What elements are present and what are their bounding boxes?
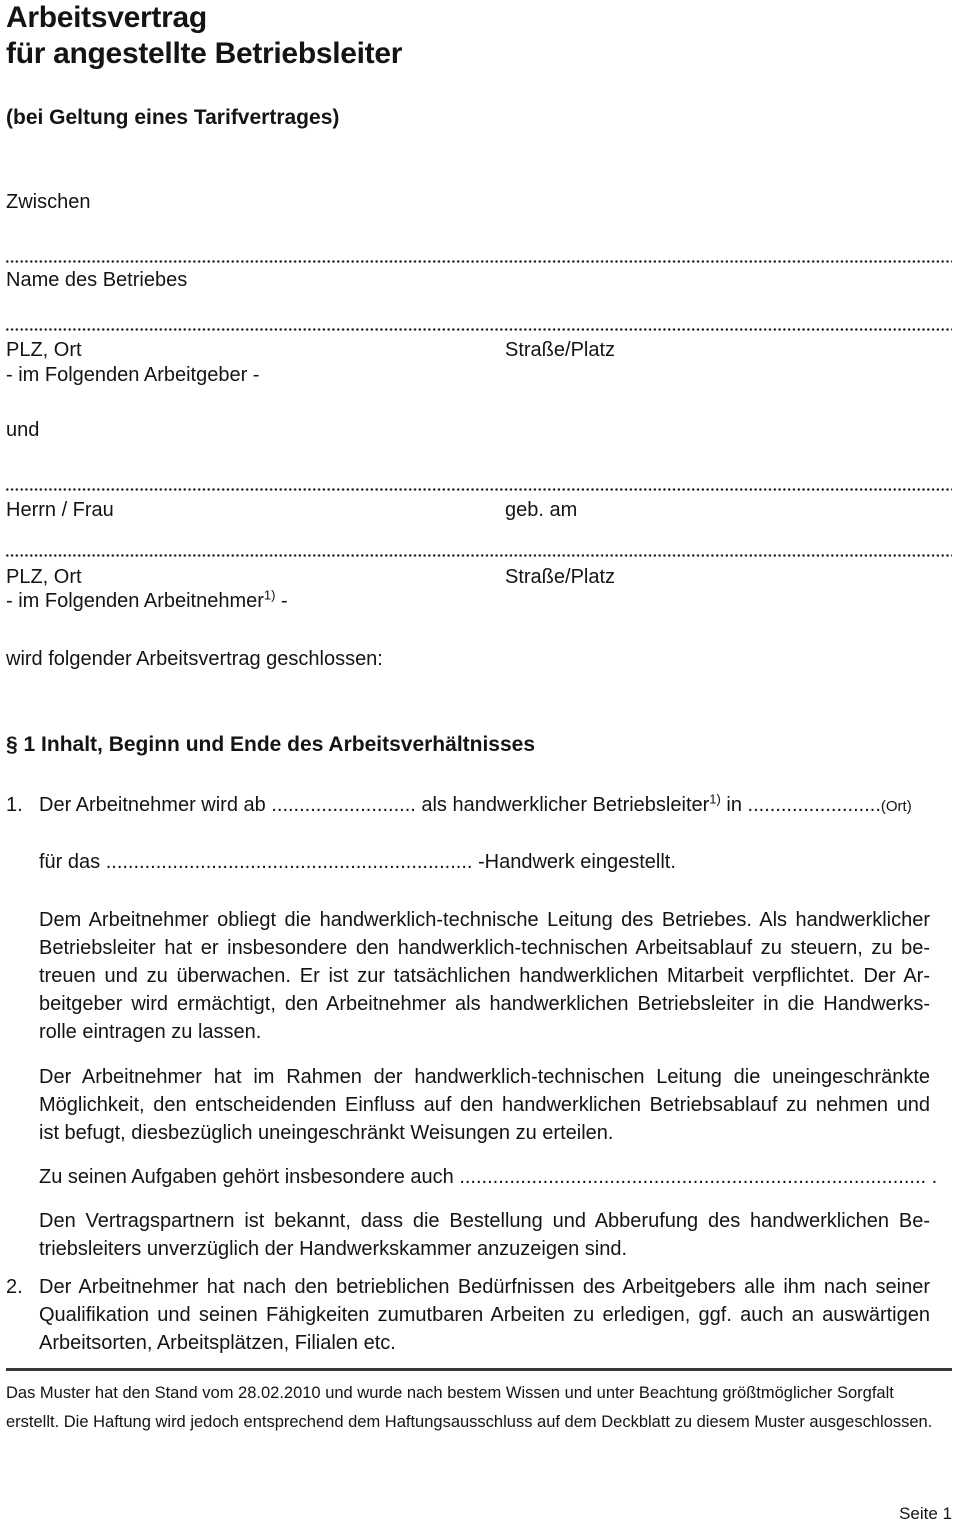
ort-caption: (Ort) (880, 798, 912, 815)
footer-disclaimer-line-1: Das Muster hat den Stand vom 28.02.2010 und wurde nach bestem Wissen und unter Beachtung größtmöglicher Sorgfalt (6, 1384, 894, 1402)
clause-2-number: 2. (6, 1276, 23, 1298)
text-line: Der Arbeitnehmer hat nach den betrieblichen Bedürfnissen des Arbeitgebers alle ihm nach seiner (39, 1276, 930, 1298)
employer-plz-ort-caption: PLZ, Ort (6, 339, 82, 361)
employer-address-captions (6, 338, 952, 362)
clause-1 (6, 793, 952, 1263)
text-line: Dem Arbeitnehmer obliegt die handwerklich-technische Leitung des Betriebes. Als handwerklicher (39, 909, 930, 931)
section-1-heading: § 1 Inhalt, Beginn und Ende des Arbeitsverhältnisses (6, 733, 536, 756)
clause-2-paragraph (39, 1273, 930, 1357)
footer-disclaimer (6, 1379, 952, 1437)
clause-1-line-2 (39, 850, 952, 874)
text-line: triebsleiters unverzüglich der Handwerkskammer anzuzeigen sind. (39, 1238, 628, 1260)
employee-plz-ort-caption: PLZ, Ort (6, 566, 82, 588)
text-line: Den Vertragspartnern ist bekannt, dass die Bestellung und Abberufung des handwerklichen Be- (39, 1210, 930, 1232)
document-title (6, 0, 952, 72)
footer-divider (6, 1368, 952, 1371)
fill-in-line-employer-name (6, 260, 952, 263)
title-line-2: für angestellte Betriebsleiter (6, 37, 403, 70)
tasks-period: . (926, 1166, 938, 1188)
clause-1-text: für das (39, 851, 106, 873)
clause-1-line-1 (39, 793, 952, 819)
clause-1-text: Der Arbeitnehmer wird ab (39, 794, 272, 816)
text-line: ist befugt, diesbezüglich uneingeschränkt Weisungen zu erteilen. (39, 1122, 614, 1144)
employer-name-caption: Name des Betriebes (6, 269, 188, 291)
text-line: Qualifikation und seinen Fähigkeiten zumutbaren Arbeiten zu erledigen, ggf. auch an auswärtigen (39, 1304, 930, 1326)
intro-word: Zwischen (6, 191, 91, 213)
clause-1-paragraph-2 (39, 1063, 930, 1147)
text-line: Der Arbeitnehmer hat im Rahmen der handwerklich-technischen Leitung die uneingeschränkte (39, 1066, 930, 1088)
footnote-marker: 1) (263, 587, 276, 603)
clause-1-tasks-line (39, 1165, 952, 1189)
employee-role-line (6, 589, 952, 613)
footer-disclaimer-line-2: erstellt. Die Haftung wird jedoch entsprechend dem Haftungsausschluss auf dem Deckblatt zu diesem Muster ausgeschlossen. (6, 1413, 933, 1431)
clause-1-paragraph-1 (39, 906, 930, 1046)
page-number: Seite 1 (899, 1504, 952, 1523)
fill-in-blank-start-date: .......................... (271, 794, 416, 816)
employee-role-dash: - (275, 590, 288, 612)
employee-birthdate-caption: geb. am (505, 499, 578, 521)
clause-1-number: 1. (6, 794, 23, 816)
employer-strasse-caption: Straße/Platz (505, 339, 616, 361)
clause-1-text: -Handwerk eingestellt. (472, 851, 676, 873)
text-line: rolle eintragen zu lassen. (39, 1021, 262, 1043)
clause-1-text: in (720, 794, 748, 816)
connector-word: und (6, 419, 40, 441)
text-line: treuen und zu überwachen. Er ist zur tatsächlichen handwerklichen Mitarbeit verpflichtet. Der Ar- (39, 965, 930, 987)
employer-role-line: - im Folgenden Arbeitgeber - (6, 364, 260, 386)
clause-1-text: als handwerklicher Betriebsleiter (415, 794, 710, 816)
clause-2 (6, 1273, 952, 1357)
employee-strasse-caption: Straße/Platz (505, 566, 616, 588)
employee-name-caption: Herrn / Frau (6, 499, 114, 521)
clause-1-paragraph-3 (39, 1207, 930, 1263)
text-line: Arbeitsorten, Arbeitsplätzen, Filialen etc. (39, 1332, 396, 1354)
contract-intro-line: wird folgender Arbeitsvertrag geschlossen: (6, 648, 383, 670)
fill-in-blank-ort: ........................ (747, 794, 881, 816)
text-line: beitgeber wird ermächtigt, den Arbeitnehmer als handwerklichen Betriebsleiter in die Handwerks- (39, 993, 930, 1015)
text-line: Betriebsleiter hat er insbesondere den handwerklich-technischen Arbeitsablauf zu steuern, zu be- (39, 937, 930, 959)
clause-1-body (39, 793, 952, 1263)
text-line: Möglichkeit, den entscheidenden Einfluss auf den handwerklichen Betriebsablauf zu nehmen und (39, 1094, 930, 1116)
footnote-marker: 1) (709, 791, 721, 807)
tasks-text: Zu seinen Aufgaben gehört insbesondere auch (39, 1166, 460, 1188)
employee-address-captions (6, 565, 952, 589)
document-subtitle: (bei Geltung eines Tarifvertrages) (6, 106, 340, 129)
fill-in-blank-handwerk: .................................................................. (105, 851, 473, 873)
fill-in-line-employer-address (6, 328, 952, 331)
clause-2-body (39, 1273, 952, 1357)
title-line-1: Arbeitsvertrag (6, 1, 207, 34)
fill-in-blank-tasks: .................................................................................... (459, 1166, 927, 1188)
employee-name-captions (6, 498, 952, 522)
fill-in-line-employee-address (6, 554, 952, 557)
fill-in-line-employee-name (6, 488, 952, 491)
employee-role-text: - im Folgenden Arbeitnehmer (6, 590, 264, 612)
